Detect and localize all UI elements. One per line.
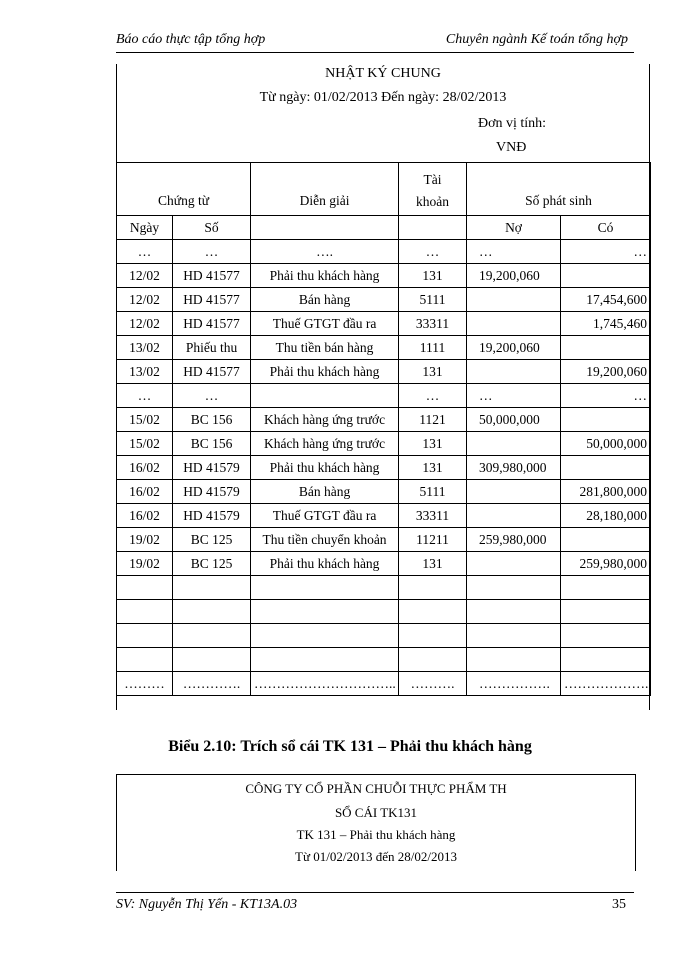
row-debit: 19,200,060 <box>467 336 561 360</box>
ledger-title: SỔ CÁI TK131 <box>334 805 418 820</box>
row-description: Khách hàng ứng trước <box>251 408 399 432</box>
page-header <box>116 30 634 53</box>
row-number: HD 41577 <box>173 360 251 384</box>
row-account: 33311 <box>399 504 467 528</box>
row-date: … <box>117 384 173 408</box>
row-debit <box>467 600 561 624</box>
amount-header: Số phát sinh <box>467 163 651 216</box>
row-description <box>251 600 399 624</box>
header-row-1 <box>117 163 651 216</box>
row-debit: 259,980,000 <box>467 528 561 552</box>
row-number: BC 156 <box>173 432 251 456</box>
row-account <box>399 648 467 672</box>
row-description: Bán hàng <box>251 480 399 504</box>
page-number: 35 <box>612 897 626 912</box>
table-row <box>117 456 651 480</box>
table-row <box>117 504 651 528</box>
credit-header: Có <box>561 216 651 240</box>
row-description: Thu tiền chuyển khoản <box>251 528 399 552</box>
ledger-account: TK 131 – Phải thu khách hàng <box>296 827 456 842</box>
row-description: Bán hàng <box>251 288 399 312</box>
row-number <box>173 576 251 600</box>
row-account: 131 <box>399 360 467 384</box>
row-date <box>117 648 173 672</box>
row-description: Phải thu khách hàng <box>251 456 399 480</box>
row-number <box>173 600 251 624</box>
journal-title: NHẬT KÝ CHUNG <box>325 66 441 81</box>
row-description: Thuế GTGT đầu ra <box>251 504 399 528</box>
row-date: 16/02 <box>117 504 173 528</box>
row-credit: 19,200,060 <box>561 360 651 384</box>
row-number: HD 41579 <box>173 504 251 528</box>
row-credit <box>561 624 651 648</box>
page-footer <box>116 892 634 923</box>
row-credit: … <box>561 384 651 408</box>
row-account: 11211 <box>399 528 467 552</box>
row-debit: ……………. <box>467 672 561 696</box>
account-header <box>399 163 467 216</box>
ledger-box <box>116 774 636 871</box>
row-date: ……… <box>117 672 173 696</box>
ledger-period: Từ 01/02/2013 đến 28/02/2013 <box>295 849 457 864</box>
row-debit <box>467 552 561 576</box>
table-row <box>117 672 651 696</box>
row-date: 15/02 <box>117 432 173 456</box>
row-number: HD 41579 <box>173 480 251 504</box>
row-credit <box>561 648 651 672</box>
row-number: HD 41577 <box>173 288 251 312</box>
date-header: Ngày <box>117 216 173 240</box>
row-debit <box>467 624 561 648</box>
account-header-line2: khoản <box>416 194 450 209</box>
row-debit <box>467 576 561 600</box>
row-account: 131 <box>399 456 467 480</box>
row-debit: 19,200,060 <box>467 264 561 288</box>
major-title: Chuyên ngành Kế toán tổng hợp <box>445 32 628 47</box>
row-account: ………. <box>399 672 467 696</box>
table-row <box>117 600 651 624</box>
row-description: Thuế GTGT đầu ra <box>251 312 399 336</box>
row-account: 131 <box>399 432 467 456</box>
table-row <box>117 384 651 408</box>
row-date: … <box>117 240 173 264</box>
row-credit: 50,000,000 <box>561 432 651 456</box>
row-account: 1111 <box>399 336 467 360</box>
table-row <box>117 240 651 264</box>
row-account <box>399 576 467 600</box>
row-date: 13/02 <box>117 360 173 384</box>
row-number: BC 125 <box>173 552 251 576</box>
row-credit: 17,454,600 <box>561 288 651 312</box>
row-date: 12/02 <box>117 264 173 288</box>
table-row <box>117 480 651 504</box>
row-date: 16/02 <box>117 480 173 504</box>
row-description: Phải thu khách hàng <box>251 360 399 384</box>
row-description: Phải thu khách hàng <box>251 552 399 576</box>
row-description: ………………………….. <box>251 672 399 696</box>
row-number: HD 41577 <box>173 264 251 288</box>
row-debit: 309,980,000 <box>467 456 561 480</box>
row-debit: … <box>467 384 561 408</box>
table-row <box>117 312 651 336</box>
row-credit <box>561 600 651 624</box>
description-header: Diễn giải <box>251 163 399 216</box>
row-account <box>399 600 467 624</box>
row-description <box>251 648 399 672</box>
row-account: … <box>399 240 467 264</box>
row-debit <box>467 288 561 312</box>
row-date <box>117 624 173 648</box>
row-debit <box>467 432 561 456</box>
voucher-header: Chứng từ <box>117 163 251 216</box>
journal-table <box>116 162 651 696</box>
row-credit: ………………. <box>561 672 651 696</box>
row-debit: 50,000,000 <box>467 408 561 432</box>
number-header: Số <box>173 216 251 240</box>
row-number: …………. <box>173 672 251 696</box>
row-debit <box>467 360 561 384</box>
figure-caption: Biểu 2.10: Trích sổ cái TK 131 – Phải thu khách hàng <box>168 738 532 755</box>
row-credit <box>561 408 651 432</box>
row-account <box>399 624 467 648</box>
row-credit <box>561 456 651 480</box>
row-credit: 281,800,000 <box>561 480 651 504</box>
header-row-2 <box>117 216 651 240</box>
account-header-blank <box>399 216 467 240</box>
row-debit <box>467 480 561 504</box>
row-debit <box>467 312 561 336</box>
table-row <box>117 360 651 384</box>
row-credit <box>561 576 651 600</box>
table-row <box>117 528 651 552</box>
row-number: HD 41579 <box>173 456 251 480</box>
row-description: Khách hàng ứng trước <box>251 432 399 456</box>
description-header-blank <box>251 216 399 240</box>
table-row <box>117 288 651 312</box>
general-journal <box>116 64 650 710</box>
journal-period: Từ ngày: 01/02/2013 Đến ngày: 28/02/2013 <box>259 90 507 105</box>
row-date: 19/02 <box>117 552 173 576</box>
row-number <box>173 648 251 672</box>
row-number: BC 125 <box>173 528 251 552</box>
row-account: 5111 <box>399 480 467 504</box>
table-row <box>117 336 651 360</box>
row-date: 19/02 <box>117 528 173 552</box>
row-date <box>117 600 173 624</box>
table-row <box>117 624 651 648</box>
company-name: CÔNG TY CỔ PHẦN CHUỖI THỰC PHẨM TH <box>245 781 507 796</box>
row-number <box>173 624 251 648</box>
row-number: … <box>173 384 251 408</box>
row-debit: … <box>467 240 561 264</box>
row-credit <box>561 528 651 552</box>
row-description <box>251 384 399 408</box>
row-account: 5111 <box>399 288 467 312</box>
row-description: Thu tiền bán hàng <box>251 336 399 360</box>
row-credit: 28,180,000 <box>561 504 651 528</box>
row-credit <box>561 264 651 288</box>
row-account: … <box>399 384 467 408</box>
row-credit: … <box>561 240 651 264</box>
row-date: 12/02 <box>117 312 173 336</box>
row-credit: 1,745,460 <box>561 312 651 336</box>
row-description <box>251 576 399 600</box>
row-number: Phiếu thu <box>173 336 251 360</box>
table-row <box>117 264 651 288</box>
row-account: 1121 <box>399 408 467 432</box>
row-credit: 259,980,000 <box>561 552 651 576</box>
row-credit <box>561 336 651 360</box>
student-info: SV: Nguyễn Thị Yến - KT13A.03 <box>116 897 298 912</box>
row-number: BC 156 <box>173 408 251 432</box>
table-row <box>117 648 651 672</box>
debit-header: Nợ <box>467 216 561 240</box>
table-row <box>117 408 651 432</box>
unit-value: VNĐ <box>496 140 527 155</box>
row-number: … <box>173 240 251 264</box>
row-description: …. <box>251 240 399 264</box>
account-header-line1: Tài <box>423 172 442 187</box>
row-date: 12/02 <box>117 288 173 312</box>
row-number: HD 41577 <box>173 312 251 336</box>
row-date <box>117 576 173 600</box>
report-title: Báo cáo thực tập tổng hợp <box>116 32 266 47</box>
row-account: 131 <box>399 264 467 288</box>
row-date: 16/02 <box>117 456 173 480</box>
row-date: 13/02 <box>117 336 173 360</box>
row-description: Phải thu khách hàng <box>251 264 399 288</box>
unit-label: Đơn vị tính: <box>478 116 547 131</box>
row-debit <box>467 648 561 672</box>
row-account: 33311 <box>399 312 467 336</box>
row-account: 131 <box>399 552 467 576</box>
table-row <box>117 576 651 600</box>
row-debit <box>467 504 561 528</box>
row-date: 15/02 <box>117 408 173 432</box>
row-description <box>251 624 399 648</box>
table-row <box>117 432 651 456</box>
table-row <box>117 552 651 576</box>
